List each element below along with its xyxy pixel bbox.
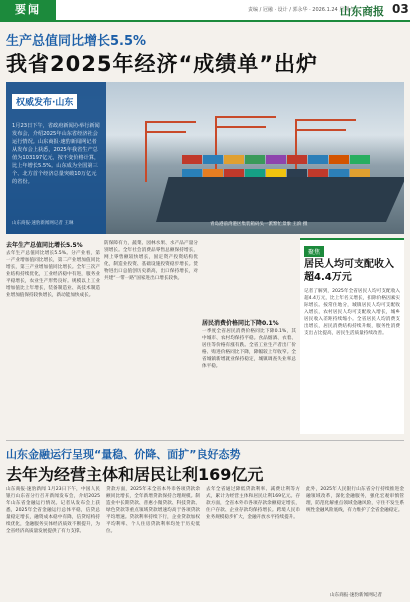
section-divider	[6, 440, 404, 441]
lead-column-1: 去年生产总值同比增长5.5%。分产业看，第一产业增加值同比增长，第二产业增加值同比增长，第三产业增加值同比增长。全年三次产业结构持续优化，工业经济稳中有进，服务业平稳增长，农业生产形势良好。规模以上工业增加值比上年增长，装备制造业、高技术制造业增加值保持较快增长，新动能加快成长。	[6, 251, 100, 298]
finance-headline: 去年为经营主体和居民让利169亿元	[6, 465, 264, 484]
release-box	[6, 82, 106, 234]
release-source: 山东商报·速豹新闻网记者 王琳	[12, 221, 74, 226]
sidebar-tag: 聚焦	[304, 246, 324, 257]
section-tag: 要闻	[0, 0, 56, 20]
lead-subhead-2: 居民消费价格同比下降0.1%	[202, 320, 279, 327]
lead-kicker: 生产总值同比增长5.5%	[6, 34, 147, 49]
edition-meta: 责编 / 冠融 · 设计 / 郭永华 · 2026.1.24 星期六	[248, 7, 355, 13]
lead-headline: 我省2025年经济“成绩单”出炉	[6, 52, 319, 76]
finance-column-3: 去年全省通过降低贷款利率、减费让利等方式，累计为经营主体和居民让利169亿元。存款方面，全省本外币各项存款余额稳定增长，住户存款、企业存款均保持增长。跨境人民币业务规模稳步扩大，金融开放水平持续提升。	[206, 487, 300, 520]
lead-subhead-1: 去年生产总值同比增长5.5%	[6, 242, 83, 249]
paper-name: 山东商报	[340, 5, 384, 18]
cargo-ship	[156, 177, 404, 222]
sidebar-title: 居民人均可支配收入超4.4万元	[304, 259, 394, 283]
finance-column-2: 贷款方面，2025年末全省本外币各项贷款余额同比增长，全年新增贷款保持合理规模。制造业中长期贷款、普惠小微贷款、科技贷款、绿色贷款等重点领域贷款增速均高于各项贷款平均增速。贷款利率持续下行，企业贷款加权平均利率、个人住房贷款利率均处于历史低位。	[106, 487, 200, 534]
finance-source: 山东商报·速豹新闻网记者	[330, 593, 382, 598]
page-number: 03	[392, 2, 409, 16]
sidebar-body: 记者了解到，2025年全省居民人均可支配收入超4.4万元，比上年名义增长，扣除价格因素实际增长。按常住地分，城镇居民人均可支配收入增长，农村居民人均可支配收入增长，城乡居民收入差距持续缩小。全省居民人均消费支出增长，居民消费结构持续升级，服务性消费支出占比提高，居民生活质量持续改善。	[304, 289, 400, 336]
lead-column-3: 一季度全省居民消费价格同比下降0.1%，其中城市、农村均保持平稳。食品烟酒、衣着、居住等价格有涨有跌。全省工业生产者出厂价格、购进价格同比下降，降幅较上年收窄。全省城镇新增就业保持稳定，城镇调查失业率总体平稳。	[202, 329, 296, 369]
income-sidebar	[300, 238, 404, 434]
lead-column-2: 防保障有力，蔬菜、园林水果、水产品产量分别增长。全年社会消费品零售总额保持增长，网上零售额较快增长，固定资产投资结构优化，制造业投资、基础设施投资稳步增长。货物进出口总值创历史新高，出口保持增长，对共建“一带一路”国家进出口增长较快。	[104, 241, 198, 281]
finance-kicker: 山东金融运行呈现“量稳、价降、面扩”良好态势	[6, 448, 241, 461]
release-body: 1月23日下午，省政府新闻办举行新闻发布会，介绍2025年山东省经济社会运行情况。山东商报·速豹新闻网记者从发布会上获悉，2025年我省生产总值为103197亿元，按不变价格计算，比上年增长5.5%。山东成为全国第三个、北方首个经济总量突破10万亿元的省份。	[12, 123, 100, 185]
photo-caption: 青岛港前湾港区集装箱码头一派繁忙景象 王滨 摄	[210, 222, 308, 227]
finance-column-4: 此外，2025年人民银行山东省分行持续推进金融领域改革，深化金融服务，强化宏观审慎管理，防范化解重点领域金融风险，守住不发生系统性金融风险底线，有力维护了全省金融稳定。	[306, 487, 404, 513]
finance-column-1: 山东商报·速豹新闻 1月23日下午，中国人民银行山东省分行召开新闻发布会，介绍2025年山东省金融运行情况。记者从发布会上获悉，2025年全省金融运行总体平稳，信贷总量稳定增长，融资成本稳中有降，信贷结构持续优化，金融服务实体经济质效不断提升，为全省经济高质量发展提供了有力支撑。	[6, 487, 100, 534]
release-title: 权威发布·山东	[12, 94, 77, 109]
top-bar	[0, 0, 410, 22]
